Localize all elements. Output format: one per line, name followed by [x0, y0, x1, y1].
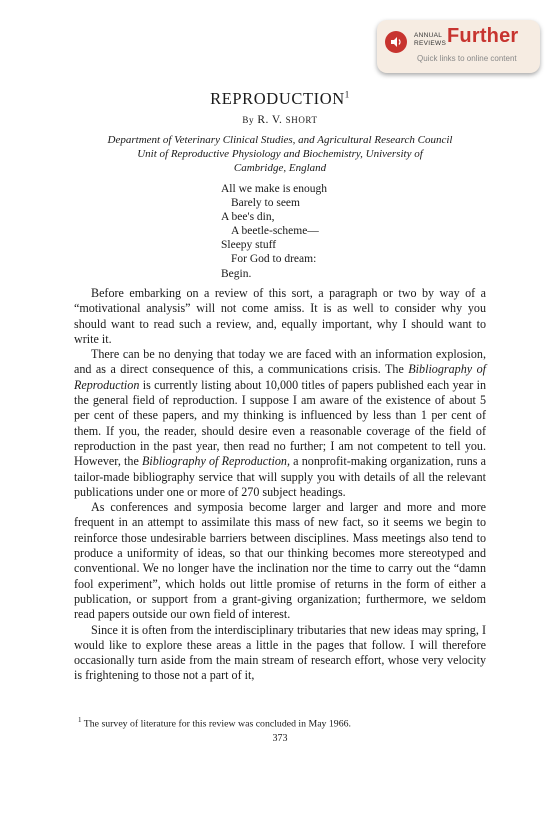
- poem-line: All we make is enough: [221, 183, 328, 195]
- body-paragraph: As conferences and symposia become larger and larger and more and more frequent in an attempt to assimilate this mass of new fact, so it seems we begin to reinforce those undesirable barriers between disciplines. Mass meetings also tend to produce a uniformity of ideas, so that our thinking becomes more stereotyped and conventional. We no longer have the inclination nor the time to carry out the “damn fool experiment”, which holds out little promise of returns in the form of either a publication, or support from a grant-giving organization; furthermore, we seldom read papers outside our own field of interest.: [74, 500, 486, 622]
- annual-reviews-logo-text: ANNUAL REVIEWS: [414, 32, 447, 47]
- author-affiliation: Department of Veterinary Clinical Studies, and Agricultural Research Council Unit of Reproductive Physiology and Biochemistry, University of Cambridge, England: [107, 134, 453, 174]
- poem-line: Barely to seem: [231, 197, 300, 210]
- article-title: REPRODUCTION$^1$: [210, 89, 350, 108]
- footnote: $^1$ The survey of literature for this review was concluded in May 1966.: [78, 716, 351, 730]
- poem-line: Sleepy stuff: [221, 239, 277, 252]
- epigraph-poem: [221, 182, 327, 281]
- poem-line: A bee's din,: [221, 211, 275, 224]
- body-paragraph: Since it is often from the interdisciplinary tributaries that new ideas may spring, I would like to explore these areas a little in the pages that follow. I will therefore occasionally turn aside from the main stream of research effort, whose very velocity is frightening to those not a part of it,: [74, 622, 486, 683]
- poem-line: For God to dream:: [231, 253, 317, 266]
- further-tagline: Quick links to online content: [417, 54, 517, 63]
- further-label: Further: [447, 25, 519, 47]
- author-byline: By R. V. SHORT: [242, 114, 318, 126]
- article-body: [74, 286, 486, 684]
- title-footnote-mark: 1: [344, 89, 350, 100]
- poem-line: Begin.: [221, 267, 252, 280]
- speaker-icon: [385, 31, 407, 53]
- poem-line: A beetle-scheme—: [231, 225, 319, 238]
- body-paragraph: Before embarking on a review of this sort, a paragraph or two by way of a “motivational analysis” will not come amiss. It is as well to consider why you should want to read such a review, and, equally important, why I should want to write it.: [74, 286, 486, 346]
- further-links-badge[interactable]: [377, 20, 540, 73]
- body-paragraph: There can be no denying that today we are faced with an information explosion, and as a direct consequence of this, a communications crisis. The Bibliography of Reproduction is currently listing about 10,000 titles of papers published each year in the general field of reproduction. I suppose I am aware of the existence of about 5 per cent of these papers, and my thinking is influenced by less than 1 per cent of them. If you, the reader, should desire even a reasonable coverage of the field of reproduction in the past year, then read no further; I am not competent to tell you. However, the Bibliography of Reproduction, a nonprofit-making organization, runs a tailor-made bibliography service that will supply you with details of all the relevant publications under one or more of 270 subject headings.: [74, 347, 487, 499]
- page-number: 373: [272, 733, 288, 744]
- author-surname: SHORT: [285, 115, 318, 125]
